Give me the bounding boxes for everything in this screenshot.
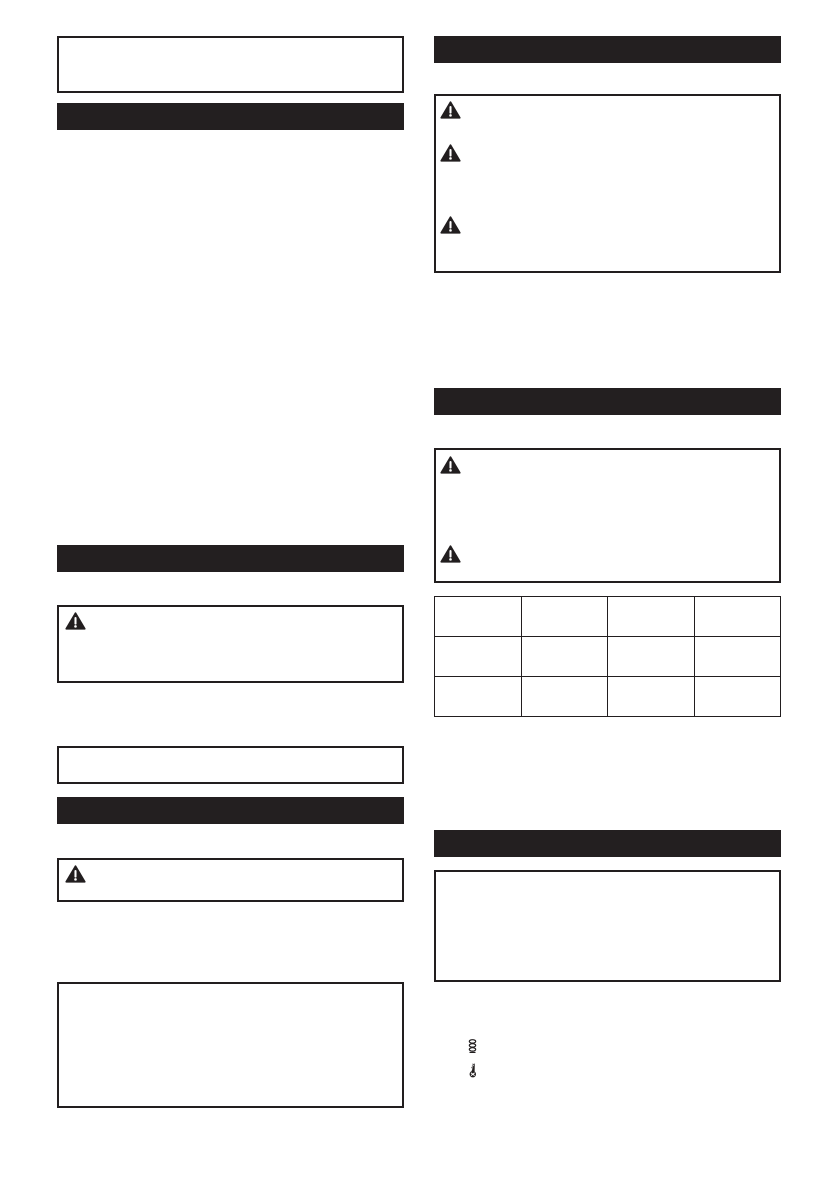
info-box (434, 870, 781, 982)
section-header-bar-right-3 (434, 830, 781, 857)
table-cell (435, 637, 522, 677)
table-cell (694, 597, 781, 637)
warning-box (434, 94, 781, 273)
section-header-bar-right-1 (434, 36, 781, 63)
specifications-table (434, 596, 781, 717)
warning-box (57, 858, 404, 902)
table-cell (694, 637, 781, 677)
table-cell (435, 677, 522, 717)
table-row (435, 597, 781, 637)
table-cell (608, 597, 695, 637)
section-header-bar-left-3 (57, 797, 404, 824)
title-box (57, 36, 404, 93)
table-row (435, 677, 781, 717)
warning-triangle-icon (440, 144, 461, 162)
table-cell (521, 637, 608, 677)
warning-triangle-icon (65, 612, 86, 630)
warning-triangle-icon (65, 865, 86, 883)
table-cell (521, 597, 608, 637)
section-header-bar-left-1 (57, 103, 404, 130)
table-cell (608, 637, 695, 677)
warning-triangle-icon (440, 216, 461, 234)
table-row (435, 637, 781, 677)
table-cell (694, 677, 781, 717)
screw-icon (468, 1062, 478, 1083)
content-box (57, 982, 404, 1108)
warning-triangle-icon (440, 101, 461, 119)
table-cell (521, 677, 608, 717)
section-header-bar-left-2 (57, 545, 404, 572)
warning-triangle-icon (440, 456, 461, 474)
warning-triangle-icon (440, 545, 461, 563)
spring-icon (468, 1039, 477, 1059)
table-cell (435, 597, 522, 637)
warning-box (434, 448, 781, 583)
note-box (57, 746, 404, 784)
table-cell (608, 677, 695, 717)
warning-box (57, 605, 404, 683)
section-header-bar-right-2 (434, 388, 781, 415)
